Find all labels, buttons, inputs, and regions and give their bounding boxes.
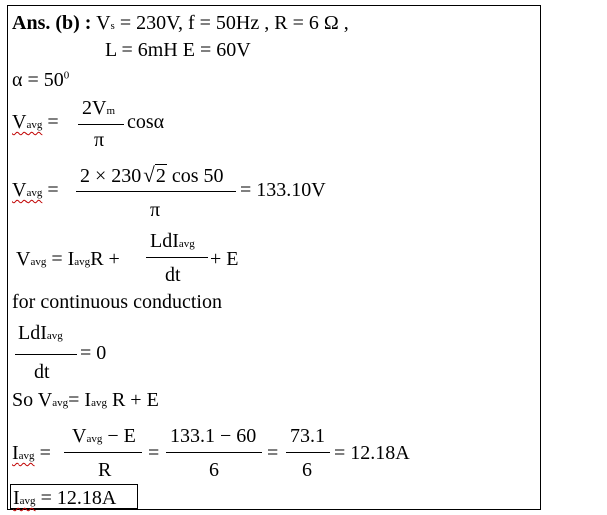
eq3-denominator: dt: [165, 264, 181, 286]
alpha-degree: 0: [63, 69, 70, 82]
eq2-result: = 133.10V: [240, 179, 326, 201]
eq4-denominator: dt: [34, 361, 50, 383]
eq5-line: So Vavg= Iavg R + E: [12, 389, 159, 411]
eq3-numerator: LdIavg: [150, 230, 195, 252]
eq1-denominator: π: [94, 129, 105, 151]
eq6-equals-2: =: [148, 442, 160, 464]
eq1-equals: =: [47, 111, 59, 133]
eq2-denominator: π: [150, 199, 161, 221]
eq6-f2-denominator: 6: [209, 459, 219, 481]
eq6-f1-fraction-bar: [64, 452, 142, 453]
given-line-1: [12, 13, 349, 33]
alpha-line: [12, 70, 69, 90]
eq6-f1-denominator: R: [98, 459, 112, 481]
eq4-numerator: LdIavg: [18, 322, 63, 344]
given-v: V: [96, 12, 111, 34]
eq2-fraction-bar: [76, 191, 236, 192]
eq3-fraction-bar: [146, 257, 208, 258]
eq2-numerator: 2 × 230√2 cos 50: [80, 163, 224, 187]
eq2-lhs: Vavg =: [12, 179, 59, 201]
continuous-conduction-note: for continuous conduction: [12, 291, 222, 313]
given-v-sub: s: [110, 20, 115, 32]
eq1-tail: cosα: [127, 111, 165, 133]
eq6-f2-fraction-bar: [166, 452, 262, 453]
eq6-equals-3: =: [267, 442, 279, 464]
eq1-numerator: 2Vm: [82, 97, 116, 119]
given-line-2: L = 6mH E = 60V: [105, 39, 251, 61]
eq6-f3-denominator: 6: [302, 459, 312, 481]
eq3-tail: + E: [210, 248, 239, 270]
eq6-lhs: Iavg =: [12, 442, 51, 464]
eq6-f2-numerator: 133.1 − 60: [170, 425, 257, 447]
final-answer: Iavg = 12.18A: [13, 487, 117, 509]
given-rest: = 230V, f = 50Hz , R = 6 Ω ,: [114, 12, 349, 34]
eq6-f1-numerator: Vavg − E: [72, 425, 136, 447]
eq2-equals: =: [47, 179, 59, 201]
alpha-value: α = 50: [12, 69, 64, 91]
eq6-f3-fraction-bar: [286, 452, 330, 453]
eq4-fraction-bar: [15, 354, 77, 355]
eq3-lhs: Vavg = IavgR +: [16, 248, 120, 270]
eq1-lhs: Vavg =: [12, 111, 59, 133]
eq4-tail: = 0: [80, 342, 107, 364]
answer-label: Ans. (b) :: [12, 12, 92, 34]
eq6-f3-numerator: 73.1: [290, 425, 325, 447]
eq1-fraction-bar: [78, 124, 124, 125]
eq6-result: = 12.18A: [334, 442, 410, 464]
